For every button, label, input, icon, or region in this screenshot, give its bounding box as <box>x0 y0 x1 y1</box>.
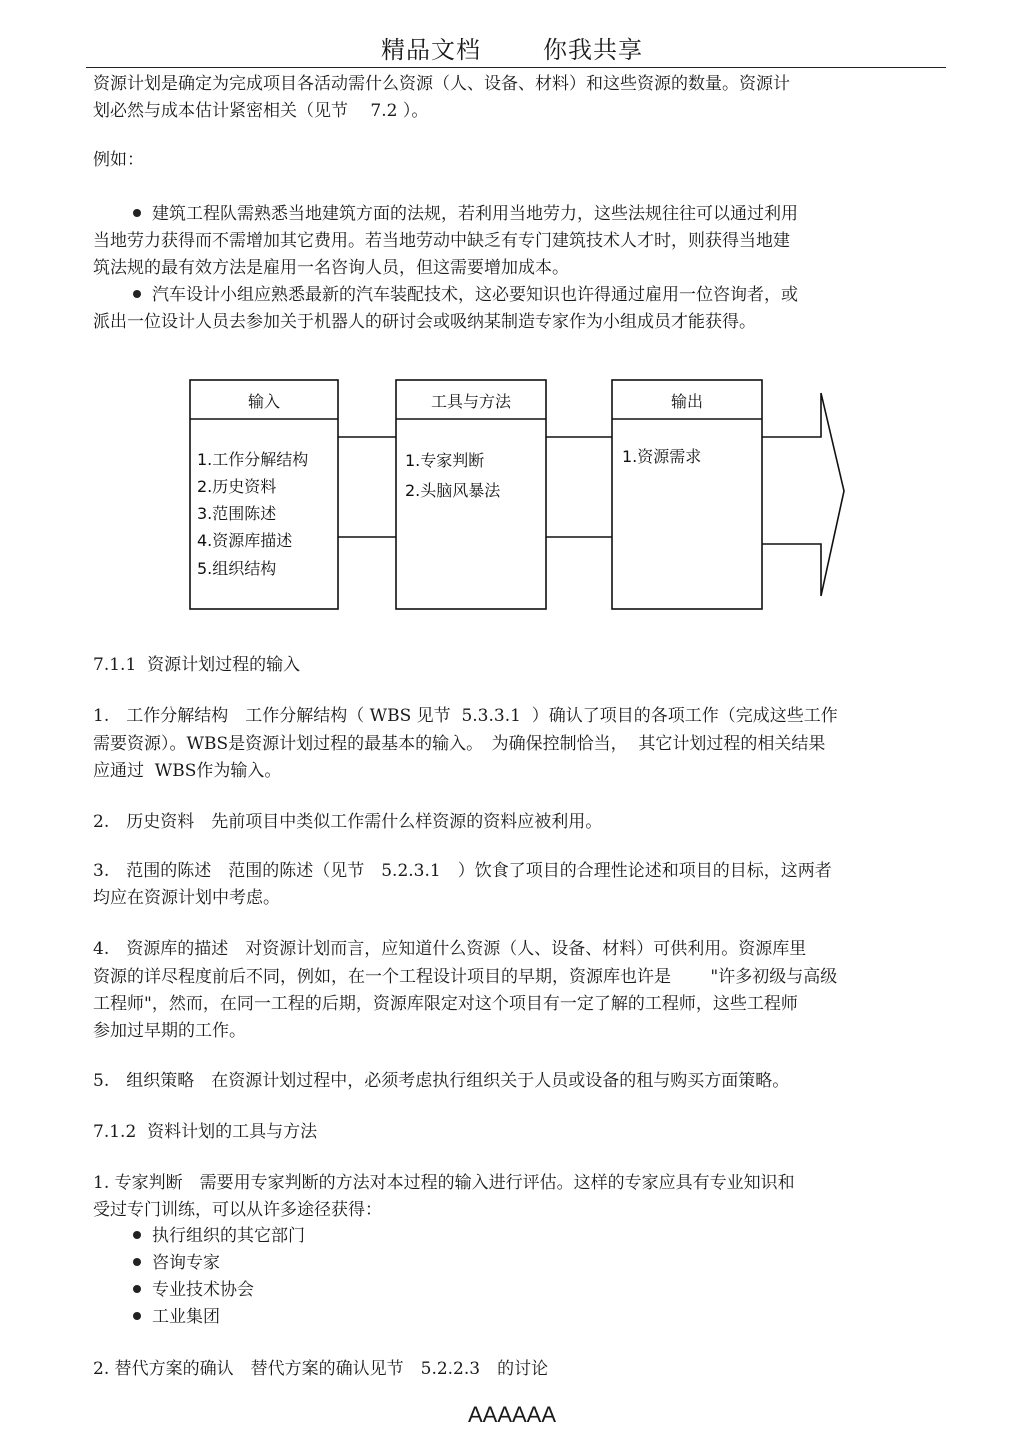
bullet-dot-icon <box>133 1231 141 1239</box>
input-item: 2.历史资料 <box>197 477 277 496</box>
output-title: 输出 <box>670 392 704 411</box>
s712-p2: 2. 替代方案的确认 替代方案的确认见节 5.2.2.3 的讨论 <box>93 1359 549 1379</box>
s711-p4-line-1: 4. 资源库的描述 对资源计划而言，应知道什么资源（人、设备、材料）可供利用。资源库里 <box>93 939 807 959</box>
output-arrow-icon <box>762 393 844 596</box>
source-list-item <box>133 1223 305 1250</box>
bullet-dot-icon <box>133 1258 141 1266</box>
input-item: 3.范围陈述 <box>197 504 277 523</box>
s711-p1-line-2: 需要资源）。WBS是资源计划过程的最基本的输入。 为确保控制恰当， 其它计划过程的相关结果 <box>93 734 826 754</box>
bullet-dot-icon <box>133 1285 141 1293</box>
input-item: 5.组织结构 <box>197 559 277 578</box>
s711-p3-line-1: 3. 范围的陈述 范围的陈述（见节 5.2.3.1 ）饮食了项目的合理性论述和项目的目标，这两者 <box>93 861 832 881</box>
output-box <box>612 380 762 609</box>
tools-item: 1.专家判断 <box>405 451 485 470</box>
example-label: 例如： <box>93 150 144 170</box>
s711-p4-line-2: 资源的详尽程度前后不同，例如，在一个工程设计项目的早期，资源库也许是 "许多初级与高级 <box>93 967 838 987</box>
section-712-heading: 7.1.2 资料计划的工具与方法 <box>93 1122 318 1142</box>
s712-p1-line-1: 1. 专家判断 需要用专家判断的方法对本过程的输入进行评估。这样的专家应具有专业知识和 <box>93 1173 795 1193</box>
example-2-line-2: 派出一位设计人员去参加关于机器人的研讨会或吸纳某制造专家作为小组成员才能获得。 <box>93 312 756 332</box>
tools-title: 工具与方法 <box>430 392 512 411</box>
input-title: 输入 <box>247 392 281 411</box>
source-list-item <box>133 1250 220 1277</box>
page-footer: AAAAAA <box>467 1402 557 1427</box>
intro-line-2: 划必然与成本估计紧密相关（见节 7.2 ）。 <box>93 101 429 121</box>
input-item: 1.工作分解结构 <box>197 450 309 469</box>
source-list-item <box>133 1304 220 1331</box>
source-list-item <box>133 1277 254 1304</box>
s711-p2: 2. 历史资料 先前项目中类似工作需什么样资源的资料应被利用。 <box>93 812 603 832</box>
output-item: 1.资源需求 <box>622 447 702 466</box>
example-1-line-2: 当地劳力获得而不需增加其它费用。若当地劳动中缺乏有专门建筑技术人才时，则获得当地建 <box>93 231 790 251</box>
source-label: 专业技术协会 <box>152 1280 254 1300</box>
s711-p1-line-3: 应通过 WBS作为输入。 <box>93 761 282 781</box>
s711-p4-line-4: 参加过早期的工作。 <box>93 1021 246 1041</box>
s711-p4-line-3: 工程师"，然而，在同一工程的后期，资源库限定对这个项目有一定了解的工程师，这些工程师 <box>93 994 798 1014</box>
source-label: 工业集团 <box>152 1307 220 1327</box>
section-711-heading: 7.1.1 资源计划过程的输入 <box>93 655 301 675</box>
s711-p3-line-2: 均应在资源计划中考虑。 <box>93 888 280 908</box>
bullet-dot-icon <box>133 1312 141 1320</box>
s712-p1-line-2: 受过专门训练，可以从许多途径获得： <box>93 1200 382 1220</box>
s711-p5: 5. 组织策略 在资源计划过程中，必须考虑执行组织关于人员或设备的租与购买方面策略。 <box>93 1071 790 1091</box>
header-left-text: 精品文档 <box>381 36 481 64</box>
example-2-line-1: 汽车设计小组应熟悉最新的汽车装配技术，这必要知识也许得通过雇用一位咨询者，或 <box>152 285 798 305</box>
process-diagram <box>0 0 1024 640</box>
source-label: 咨询专家 <box>152 1253 220 1273</box>
example-1-line-1: 建筑工程队需熟悉当地建筑方面的法规，若利用当地劳力，这些法规往往可以通过利用 <box>152 204 798 224</box>
header-right-text: 你我共享 <box>543 36 643 64</box>
s711-p1-line-1: 1. 工作分解结构 工作分解结构（ WBS 见节 5.3.3.1 ）确认了项目的各项工作（完成这些工作 <box>93 706 838 726</box>
tools-item: 2.头脑风暴法 <box>405 481 501 500</box>
example-1-line-3: 筑法规的最有效方法是雇用一名咨询人员，但这需要增加成本。 <box>93 258 569 278</box>
intro-line-1: 资源计划是确定为完成项目各活动需什么资源（人、设备、材料）和这些资源的数量。资源计 <box>93 74 790 94</box>
source-label: 执行组织的其它部门 <box>152 1226 305 1246</box>
input-item: 4.资源库描述 <box>197 531 293 550</box>
